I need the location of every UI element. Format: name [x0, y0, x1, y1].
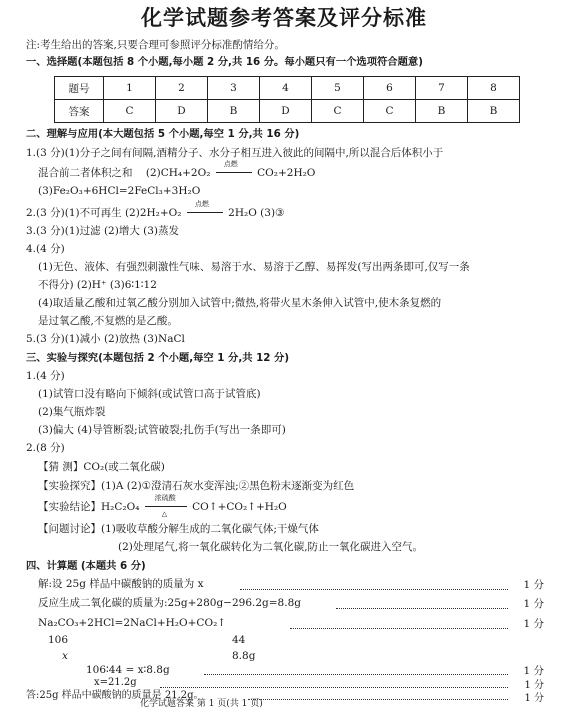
section3-header: 三、实验与探究(本题包括 2 个小题,每空 1 分,共 12 分)	[26, 352, 290, 364]
s3-discussion-1: 【问题讨论】(1)吸收草酸分解生成的二氧化碳气体;干燥气体	[38, 523, 319, 535]
text: CO↑+CO₂↑+H₂O	[192, 501, 287, 513]
s2-q4-line2: 不得分) (2)H⁺ (3)6∶1∶12	[38, 279, 157, 291]
s3-guess: 【猜 测】CO₂(或二氧化碳)	[38, 461, 165, 473]
answer-table	[54, 76, 520, 123]
s3-discussion-2: (2)处理尾气,将一氧化碳转化为二氧化碳,防止一氧化碳进入空气。	[118, 541, 424, 553]
s2-q4-line3: (4)取适量乙酸和过氧乙酸分别加入试管中;微热,将带火星木条伸入试管中,使木条复燃的	[38, 297, 442, 309]
s3-q1: 1.(4 分)	[26, 370, 65, 382]
condition-label: 点燃	[223, 160, 238, 168]
s2-q1-line3: (3)Fe₂O₃+6HCl=2FeCl₃+3H₂O	[38, 185, 201, 197]
s4-var-x: x	[62, 650, 68, 662]
table-cell: 7	[416, 77, 468, 100]
s4-result: x=21.2g	[94, 677, 137, 688]
table-cell: 4	[260, 77, 312, 100]
dot-leader	[160, 687, 508, 688]
section4-header	[26, 559, 146, 573]
table-row	[55, 77, 520, 100]
score-label: 1 分	[524, 693, 544, 704]
s4-value-8-8: 8.8g	[232, 650, 256, 662]
table-cell: 6	[364, 77, 416, 100]
score-label: 1 分	[524, 680, 544, 691]
table-cell: C	[312, 100, 364, 123]
s4-answer: 答:25g 样品中碳酸钠的质量是 21.2g。	[26, 690, 204, 701]
reaction-arrow	[185, 200, 225, 216]
s2-q4-line4: 是过氧乙酸,不复燃的是乙酸。	[38, 315, 178, 327]
s3-q1-line1: (1)试管口没有略向下倾斜(或试管口高于试管底)	[38, 388, 261, 400]
page-footer: 化学试题答案 第 1 页(共 1 页)	[140, 699, 263, 709]
condition-label: 浓硫酸	[154, 494, 176, 502]
equation-left: (2)CH₄+2O₂	[145, 167, 211, 179]
s3-q2: 2.(8 分)	[26, 442, 65, 454]
table-cell: C	[104, 100, 156, 123]
dot-leader	[290, 628, 508, 629]
score-label: 1 分	[523, 598, 544, 610]
s2-q1-line1: 1.(3 分)(1)分子之间有间隔,酒精分子、水分子相互进入彼此的间隔中,所以混合后体积小于	[26, 147, 444, 159]
table-cell: 2	[156, 77, 208, 100]
s4-line1: 解:设 25g 样品中碳酸钠的质量为 x	[38, 578, 204, 590]
dot-leader	[336, 608, 508, 609]
table-cell: 8	[468, 77, 520, 100]
table-cell: B	[416, 100, 468, 123]
s3-q1-line2: (2)集气瓶炸裂	[38, 406, 106, 418]
text: (本题共 6 分)	[80, 560, 146, 572]
s2-q3: 3.(3 分)(1)过滤 (2)增大 (3)蒸发	[26, 225, 180, 237]
text: 四、计算题	[26, 560, 78, 572]
heat-symbol: △	[161, 510, 168, 518]
score-label: 1 分	[523, 579, 544, 591]
score-label: 1 分	[523, 665, 544, 677]
s2-q4: 4.(4 分)	[26, 243, 65, 255]
table-cell: C	[364, 100, 416, 123]
table-cell: 3	[208, 77, 260, 100]
dot-leader	[240, 589, 508, 590]
text: 【实验结论】H₂C₂O₄	[38, 501, 140, 513]
grading-note: 注:考生给出的答案,只要合理可参照评分标准酌情给分。	[26, 39, 285, 51]
section1-header: 一、选择题(本题包括 8 个小题,每小题 2 分,共 16 分。每小题只有一个选项符合题意)	[26, 56, 423, 68]
text: 2H₂O (3)③	[228, 207, 285, 219]
s4-line3: Na₂CO₃+2HCl=2NaCl+H₂O+CO₂↑	[38, 617, 227, 629]
s4-mass-106: 106	[48, 634, 69, 646]
s2-q5: 5.(3 分)(1)减小 (2)放热 (3)NaCl	[26, 333, 185, 345]
s4-mass-44: 44	[232, 634, 246, 646]
s2-q2	[26, 200, 285, 220]
s4-proportion: 106∶44 = x∶8.8g	[86, 664, 170, 676]
dot-leader	[204, 674, 508, 675]
text: 混合前二者体积之和	[38, 167, 133, 179]
condition-label: 点燃	[194, 200, 209, 208]
section2-header: 二、理解与应用(本大题包括 5 个小题,每空 1 分,共 16 分)	[26, 128, 300, 140]
table-cell: D	[156, 100, 208, 123]
dot-leader	[248, 699, 508, 700]
table-row	[55, 100, 520, 123]
s2-q1-line2	[38, 160, 316, 180]
page-title: 化学试题参考答案及评分标准	[141, 6, 427, 30]
table-cell: B	[468, 100, 520, 123]
reaction-arrow	[214, 160, 254, 176]
s3-conclusion	[38, 494, 287, 518]
s3-explore: 【实验探究】(1)A (2)①澄清石灰水变浑浊;②黑色粉末逐渐变为红色	[38, 480, 355, 492]
s3-q1-line3: (3)偏大 (4)导管断裂;试管破裂;扎伤手(写出一条即可)	[38, 424, 286, 436]
table-cell: 题号	[55, 77, 104, 100]
text: 2.(3 分)(1)不可再生 (2)2H₂+O₂	[26, 207, 182, 219]
s4-line2: 反应生成二氧化碳的质量为:25g+280g−296.2g=8.8g	[38, 597, 301, 609]
table-cell: 答案	[55, 100, 104, 123]
table-cell: D	[260, 100, 312, 123]
s2-q4-line1: (1)无色、液体、有强烈刺激性气味、易溶于水、易溶于乙醇、易挥发(写出两条即可,仅写一条	[38, 261, 470, 273]
table-cell: 5	[312, 77, 364, 100]
table-cell: 1	[104, 77, 156, 100]
score-label: 1 分	[523, 618, 544, 630]
equation-right: CO₂+2H₂O	[257, 167, 316, 179]
reaction-arrow	[143, 494, 189, 518]
table-cell: B	[208, 100, 260, 123]
